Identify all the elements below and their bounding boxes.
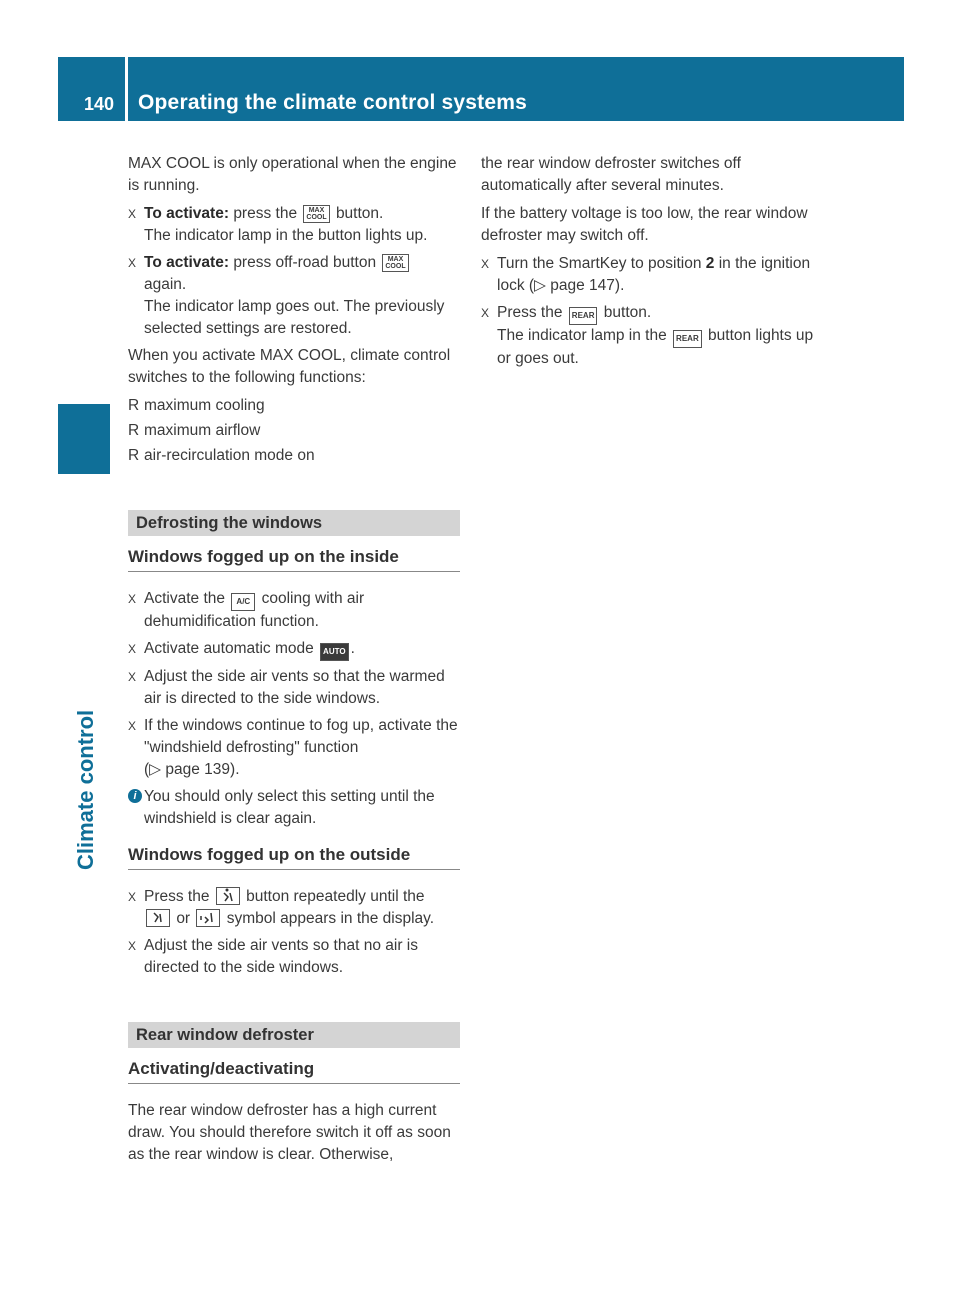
step-item: X Press the button repeatedly until the or symbol appears in the display. <box>128 888 435 927</box>
section-heading: Rear window defroster <box>128 1022 460 1048</box>
air-distribution-button-icon <box>216 887 240 905</box>
step-arrow-icon: X <box>481 306 490 320</box>
max-cool-functions-intro: When you activate MAX COOL, climate control switches to the following functions: <box>128 347 451 386</box>
footwell-symbol-icon <box>146 909 170 927</box>
step-item: X Press the REAR button. The indicator lamp in the REAR button lights up or goes out. <box>481 304 814 367</box>
step-arrow-icon: X <box>128 592 137 606</box>
subsection-heading: Windows fogged up on the inside <box>128 546 460 572</box>
step-item: X Turn the SmartKey to position 2 in the ignition lock (▷ page 147). <box>481 255 811 294</box>
info-note: i You should only select this setting until the windshield is clear again. <box>128 786 460 830</box>
step-arrow-icon: X <box>128 256 137 270</box>
chapter-label: Climate control <box>73 709 98 870</box>
step-item: X If the windows continue to fog up, activate the "windshield defrosting" function (▷ page 139). <box>128 717 458 778</box>
info-icon: i <box>128 789 142 803</box>
section-heading: Defrosting the windows <box>128 510 460 536</box>
continued-text: the rear window defroster switches off automatically after several minutes. <box>481 155 741 194</box>
auto-button-icon: AUTO <box>320 643 349 661</box>
step-arrow-icon: X <box>128 670 137 684</box>
max-cool-button-icon: MAX COOL <box>303 205 329 223</box>
list-item: R maximum airflow <box>128 422 261 439</box>
list-item: R maximum cooling <box>128 397 265 414</box>
right-column <box>481 153 821 375</box>
intro-text: MAX COOL is only operational when the engine is running. <box>128 155 457 194</box>
footwell-center-symbol-icon <box>196 909 220 927</box>
page-title: Operating the climate control systems <box>138 91 528 114</box>
step-arrow-icon: X <box>128 207 137 221</box>
step-item: X Activate the A/C cooling with air dehumidification function. <box>128 590 365 630</box>
step-item: X Activate automatic mode AUTO . <box>128 638 460 661</box>
step-item: X Adjust the side air vents so that the warmed air is directed to the side windows. <box>128 668 445 707</box>
left-column <box>128 153 460 1172</box>
step-arrow-icon: X <box>128 939 137 953</box>
step-arrow-icon: X <box>481 257 490 271</box>
battery-note: If the battery voltage is too low, the rear window defroster may switch off. <box>481 205 808 244</box>
step-activate-2: X To activate: press off-road button MAX COOL again. The indicator lamp goes out. The previously selected settings are restored. <box>128 254 445 337</box>
header-divider <box>125 57 128 121</box>
ac-button-icon: A/C <box>231 593 255 611</box>
list-item: R air-recirculation mode on <box>128 447 315 464</box>
step-item: X Adjust the side air vents so that no air is directed to the side windows. <box>128 937 418 976</box>
subsection-heading: Windows fogged up on the outside <box>128 844 460 870</box>
step-arrow-icon: X <box>128 642 137 656</box>
rear-defroster-intro: The rear window defroster has a high current draw. You should therefore switch it off as soon as the rear window is clear. Otherwise, <box>128 1102 451 1163</box>
step-arrow-icon: X <box>128 890 137 904</box>
page-number: 140 <box>84 94 115 114</box>
subsection-heading: Activating/deactivating <box>128 1058 460 1084</box>
max-cool-button-icon: MAX COOL <box>382 254 408 272</box>
rear-defroster-button-icon: REAR <box>673 330 702 348</box>
side-tab <box>58 404 110 474</box>
step-arrow-icon: X <box>128 719 137 733</box>
step-activate-1: X To activate: press the MAX COOL button. The indicator lamp in the button lights up. <box>128 205 428 244</box>
rear-defroster-button-icon: REAR <box>569 307 598 325</box>
